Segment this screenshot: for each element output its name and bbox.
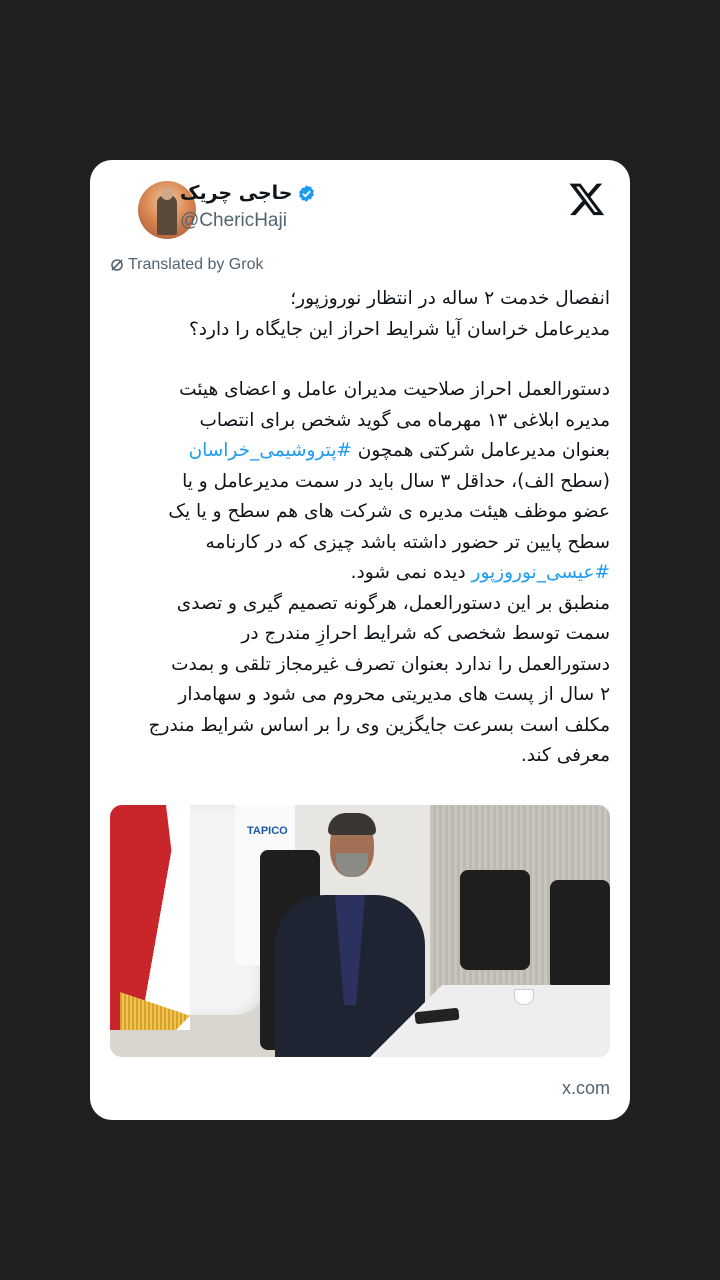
text-segment: دیده نمی شود. (350, 562, 472, 583)
translate-icon (110, 258, 124, 272)
hashtag-link[interactable]: #پتروشیمی_خراسان (188, 440, 352, 461)
text-segment: منطبق بر این دستورالعمل، هرگونه تصمیم گیری و تصدی (176, 592, 610, 614)
tweet-text-line (110, 741, 610, 772)
text-segment: مکلف است بسرعت جایگزین وی را بر اساس شرایط مندرج (148, 714, 610, 736)
text-segment: ۲ سال از پست های مدیریتی محروم می شود و سهامدار (178, 684, 610, 705)
text-segment: سطح پایین تر حضور داشته باشد چیزی که در کارنامه (205, 531, 610, 553)
text-segment: بعنوان مدیرعامل شرکتی همچون (351, 440, 610, 461)
tweet-photo[interactable] (110, 805, 610, 1057)
tweet-text-line (110, 345, 610, 375)
text-segment: دستورالعمل احراز صلاحیت مدیران عامل و اعضای هیئت (179, 379, 610, 400)
hashtag-link[interactable]: #عیسی_نوروزپور (471, 562, 610, 583)
tweet-text-line (110, 406, 610, 437)
tweet-text-line (110, 467, 610, 498)
x-logo-icon (568, 180, 606, 218)
flag (110, 805, 190, 1030)
text-segment: معرفی کند. (520, 745, 610, 766)
text-segment: سمت توسط شخصی که شرایط احرازِ مندرج در (241, 623, 610, 644)
photo-logo-text: TAPICO (247, 825, 288, 837)
tweet-text-line (110, 680, 610, 711)
text-segment: انفصال خدمت ۲ ساله در انتظار نوروزپور؛ (290, 288, 610, 309)
author-row (180, 182, 316, 204)
text-segment: عضو موظف هیئت مدیره ی شرکت های هم سطح و یا یک (168, 501, 610, 522)
tweet-text-line (110, 284, 610, 315)
tweet-text-line (110, 497, 610, 528)
tweet-text-line (110, 650, 610, 681)
tweet-text-line (110, 436, 610, 467)
tweet-text-line (110, 315, 610, 346)
verified-badge-icon (297, 184, 316, 203)
link-domain[interactable]: x.com (561, 1078, 610, 1098)
text-segment: (سطح الف)، حداقل ۳ سال باید در سمت مدیرعامل و یا (182, 470, 610, 492)
tweet-text-line (110, 558, 610, 589)
tweet-text-line (110, 589, 610, 620)
text-segment: دستورالعمل را ندارد بعنوان تصرف غیرمجاز تلقی و بمدت (171, 653, 610, 675)
tweet-card[interactable] (90, 160, 630, 1120)
author-name[interactable]: حاجی چریک (180, 182, 293, 204)
tweet-text (110, 284, 610, 772)
translated-label: Translated by Grok (128, 256, 264, 273)
author-handle[interactable]: @ChericHaji (180, 210, 287, 231)
tweet-text-line (110, 375, 610, 406)
tweet-text-line (110, 619, 610, 650)
tweet-text-line (110, 528, 610, 559)
text-segment: مدیره ابلاغی ۱۳ مهرماه می گوید شخص برای انتصاب (199, 409, 610, 431)
text-segment: مدیرعامل خراسان آیا شرایط احراز این جایگاه را دارد؟ (188, 318, 610, 340)
tweet-text-line (110, 711, 610, 742)
translation-note[interactable] (110, 256, 263, 274)
